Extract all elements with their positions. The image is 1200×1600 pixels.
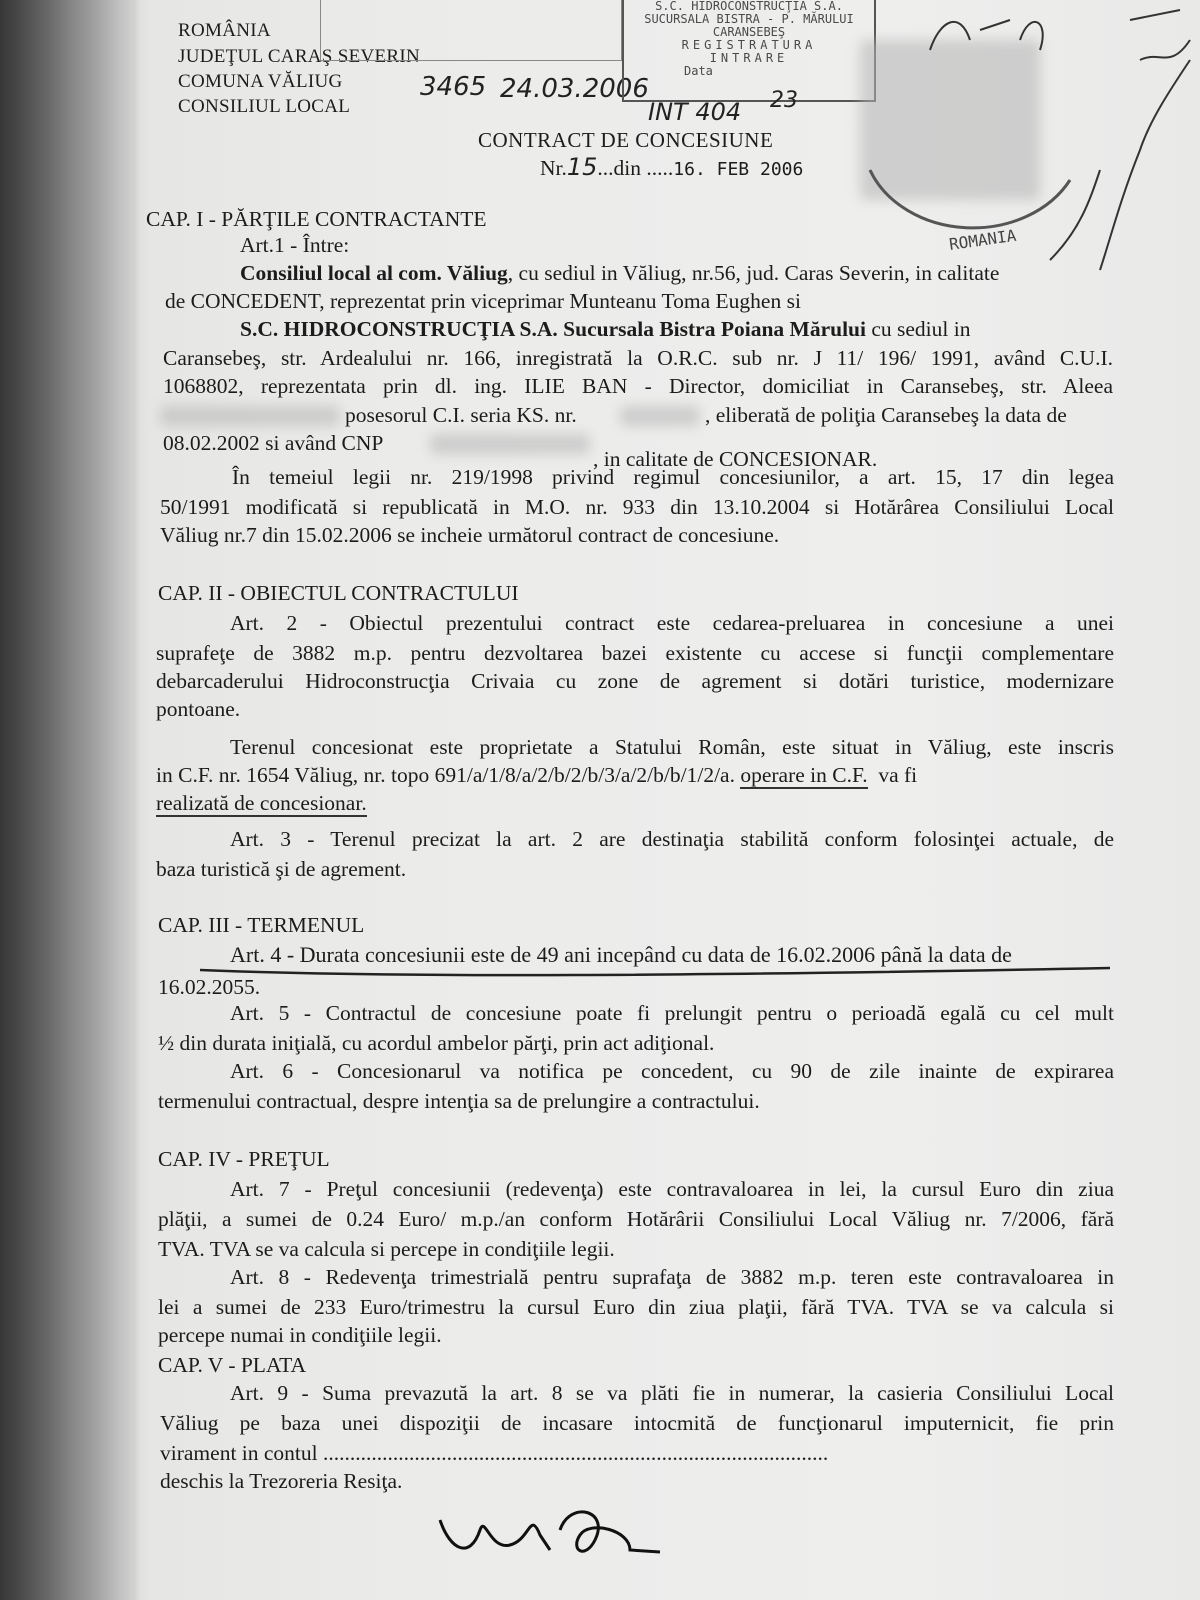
stamp-line: SUCURSALA BISTRA - P. MĂRULUI xyxy=(644,12,854,26)
land-line-3 xyxy=(156,790,367,816)
art-3-line-2: baza turistică şi de agrement. xyxy=(156,857,407,881)
internal-number: INT 404 xyxy=(648,98,742,126)
id-issuer-line: , eliberată de poliţia Caransebeş la data de xyxy=(705,403,1067,427)
signature xyxy=(430,1490,670,1580)
art-7-line-1: Art. 7 - Preţul concesiunii (redevenţa) este contravaloarea in lei, la cursul Euro din ziua xyxy=(230,1177,1114,1201)
art-9-line-2: Văliug pe baza unei dispoziţii de incasare intocmită de funcţionarul imputernicit, fie prin xyxy=(160,1411,1114,1435)
land-realized: realizată de concesionar. xyxy=(156,791,367,815)
stamp-line: Data xyxy=(684,64,713,78)
header-county: JUDEŢUL CARAŞ SEVERIN xyxy=(178,46,421,67)
binding-shadow xyxy=(0,0,140,1600)
art-5-line-1: Art. 5 - Contractul de concesiune poate fi prelungit pentru o perioadă egală cu cel mult xyxy=(230,1001,1114,1025)
art-1-label: Art.1 - Între: xyxy=(240,233,350,257)
contract-date-stamp: 16. FEB 2006 xyxy=(673,159,804,180)
chapter-1-heading: CAP. I - PĂRŢILE CONTRACTANTE xyxy=(146,207,487,231)
concesionar-seat: cu sediul in xyxy=(865,317,971,341)
redacted-address xyxy=(160,406,340,426)
concesionar-role: , in calitate de CONCESIONAR. xyxy=(593,447,878,471)
chapter-2-heading: CAP. II - OBIECTUL CONTRACTULUI xyxy=(158,581,519,605)
stamp-line: INTRARE xyxy=(709,51,789,65)
legal-basis-line-2: 50/1991 modificată si republicată in M.O. nr. 933 din 13.10.2004 si Hotărârea Consiliului Local xyxy=(160,495,1114,519)
land-line-2 xyxy=(156,762,917,788)
legal-basis-line-1: În temeiul legii nr. 219/1998 privind regimul concesiunilor, a art. 15, 17 din legea xyxy=(232,465,1114,489)
registry-stamp xyxy=(622,0,876,102)
art-9-line-1: Art. 9 - Suma prevazută la art. 8 se va plăti fie in numerar, la casieria Consiliului Local xyxy=(230,1381,1114,1405)
art-8-line-2: lei a sumei de 233 Euro/trimestru la cursul Euro din ziua plaţii, fără TVA. TVA se va calcula si xyxy=(158,1295,1114,1319)
redacted-cnp xyxy=(430,434,590,454)
art-7-line-2: plăţii, a sumei de 0.24 Euro/ m.p./an conform Hotărârii Consiliului Local Văliug nr. 7/2006, fără xyxy=(158,1207,1114,1231)
legal-basis-line-3: Văliug nr.7 din 15.02.2006 se incheie următorul contract de concesiune. xyxy=(160,523,780,547)
faded-stamp-frame xyxy=(320,0,622,61)
registration-date: 24.03.2006 xyxy=(500,74,649,104)
art-2-line-3: debarcaderului Hidroconstrucţia Crivaia cu zone de agrement si dotări turistice, modernizare xyxy=(156,669,1114,693)
art-3-line-1: Art. 3 - Terenul precizat la art. 2 are destinaţia stabilită conform folosinţei actuale, de xyxy=(230,827,1114,851)
art-6-line-1: Art. 6 - Concesionarul va notifica pe concedent, cu 90 de zile inainte de expirarea xyxy=(230,1059,1114,1083)
document-title: CONTRACT DE CONCESIUNE xyxy=(478,128,774,152)
stamp-line: REGISTRATURA xyxy=(681,38,817,52)
land-continue: va fi xyxy=(878,763,918,787)
header-commune: COMUNA VĂLIUG xyxy=(178,71,343,92)
art-9-line-4: deschis la Trezoreria Resiţa. xyxy=(160,1469,403,1493)
art-5-line-2: ½ din durata iniţială, cu acordul ambelor părţi, prin act adiţional. xyxy=(158,1031,715,1055)
art-8-line-1: Art. 8 - Redevenţa trimestrială pentru suprafaţa de 3882 m.p. teren este contravaloarea in xyxy=(230,1265,1114,1289)
handwritten-annotations xyxy=(900,0,1200,280)
art-2-line-4: pontoane. xyxy=(156,697,241,721)
handwritten-underline xyxy=(200,964,1120,984)
art-2-line-1: Art. 2 - Obiectul prezentului contract este cedarea-preluarea in concesiune a unei xyxy=(230,611,1114,635)
art-7-line-3: TVA. TVA se va calcula si percepe in condiţiile legii. xyxy=(158,1237,615,1261)
concedent-address: , cu sediul in Văliug, nr.56, jud. Caras Severin, in calitate xyxy=(507,261,1000,285)
id-card-line: posesorul C.I. seria KS. nr. xyxy=(345,403,577,427)
din-label: ...din ..... xyxy=(597,156,674,180)
id-date-line: 08.02.2002 si având CNP xyxy=(163,431,384,455)
concesionar-line xyxy=(240,316,970,342)
concedent-name: Consiliul local al com. Văliug xyxy=(240,261,508,285)
account-label: virament in contul xyxy=(160,1441,318,1465)
round-stamp-text: ROMANIA xyxy=(947,225,1018,254)
contract-number: 15 xyxy=(566,153,598,181)
chapter-5-heading: CAP. V - PLATA xyxy=(158,1353,307,1377)
art-4-line-1: Art. 4 - Durata concesiunii este de 49 ani incepând cu data de 16.02.2006 până la data de xyxy=(230,942,1012,967)
art-9-line-3 xyxy=(160,1440,828,1466)
stamp-line: CARANSEBEŞ xyxy=(712,25,786,39)
concesionar-cui: 1068802, reprezentata prin dl. ing. ILIE BAN - Director, domiciliat in Caransebeş, str. Aleea xyxy=(163,374,1113,398)
concesionar-address: Caransebeş, str. Ardealului nr. 166, inregistrată la O.R.C. sub nr. J 11/ 196/ 1991, având C.U.I. xyxy=(163,346,1113,370)
concesionar-name: S.C. HIDROCONSTRUCŢIA S.A. Sucursala Bistra Poiana Mărului xyxy=(240,317,866,341)
land-line-1: Terenul concesionat este proprietate a Statului Român, este situat in Văliug, este inscris xyxy=(230,735,1114,759)
header-country: ROMÂNIA xyxy=(178,20,271,41)
art-4-line-2: 16.02.2055. xyxy=(158,975,261,999)
chapter-4-heading: CAP. IV - PREŢUL xyxy=(158,1147,330,1171)
nr-label: Nr. xyxy=(540,156,567,180)
redacted-id-number xyxy=(620,406,700,426)
stamp-day: 23 xyxy=(770,88,798,113)
account-blank: .............................................................................................. xyxy=(323,1441,829,1465)
concedent-line xyxy=(240,260,999,286)
art-8-line-3: percepe numai in condiţiile legii. xyxy=(158,1323,442,1347)
land-cf: in C.F. nr. 1654 Văliug, nr. topo 691/a/1/8/a/2/b/2/b/3/a/2/b/b/1/2/a. xyxy=(156,763,735,787)
concedent-representative: de CONCEDENT, reprezentat prin viceprimar Munteanu Toma Eughen si xyxy=(165,289,801,313)
art-2-line-2: suprafeţe de 3882 m.p. pentru dezvoltarea bazei existente cu accese si funcţii complementare xyxy=(156,641,1114,665)
land-operation: operare in C.F. xyxy=(740,763,868,787)
art-6-line-2: termenului contractual, despre intenţia sa de prelungire a contractului. xyxy=(158,1089,760,1113)
chapter-3-heading: CAP. III - TERMENUL xyxy=(158,913,365,937)
contract-number-line xyxy=(540,154,803,183)
registration-number: 3465 xyxy=(420,72,487,102)
header-council: CONSILIUL LOCAL xyxy=(178,96,351,117)
stamp-line: S.C. HIDROCONSTRUCŢIA S.A. xyxy=(655,0,843,13)
